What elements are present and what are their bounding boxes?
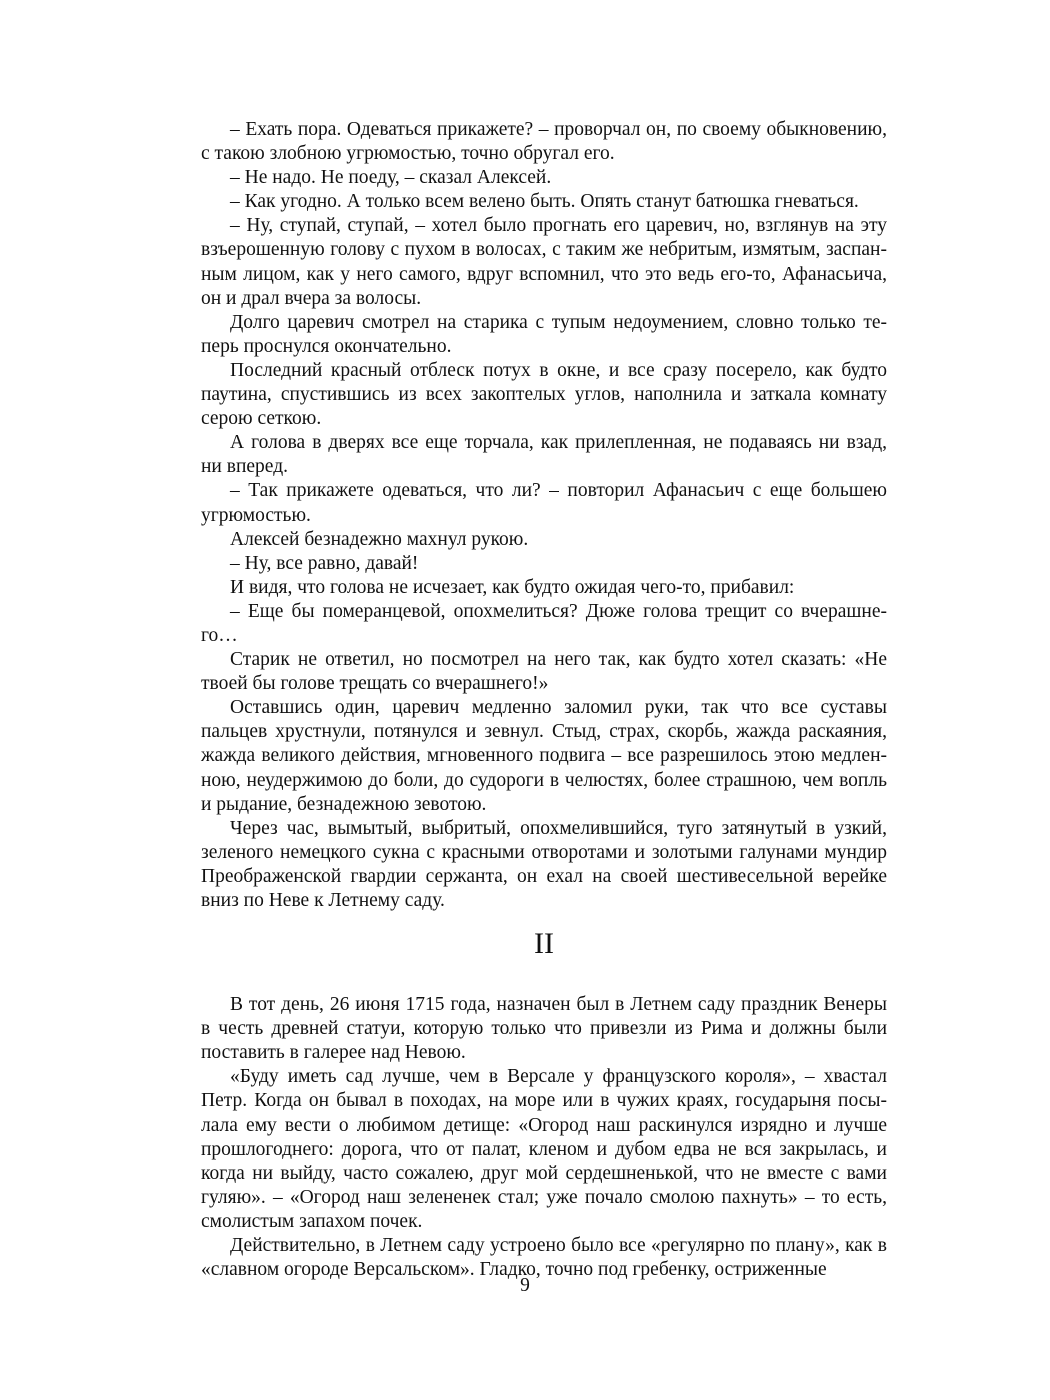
paragraph: – Как угодно. А только всем велено быть. Опять станут батюшка гневаться.	[230, 191, 859, 213]
page-number: 9	[520, 1275, 530, 1296]
section-gap	[201, 959, 887, 993]
paragraph: Через час, вымытый, выбритый, опохмелившийся, туго затянутый в узкий, зеленого немецкого сукна с красными отворотами и золотыми галунами мундир Преображенской гвардии сержанта, он ехал на своей шестивесельной верейке вниз по Неве к Летнему саду.	[201, 817, 887, 911]
paragraph: – Ну, ступай, ступай, – хотел было прогнать его царевич, но, взглянув на эту взъерошенную голову с пухом в волосах, с таким же небритым, измятым, заспанным лицом, как у него самого, вдруг вспомнил, что это ведь его-то, Афанасьича, он и драл вчера за волосы.	[201, 215, 887, 309]
paragraph: А голова в дверях все еще торчала, как прилепленная, не подаваясь ни взад, ни вперед.	[201, 432, 887, 478]
paragraph: Старик не ответил, но посмотрел на него так, как будто хотел сказать: «Не твоей бы голове трещать со вчерашнего!»	[201, 649, 887, 695]
paragraph: – Так прикажете одеваться, что ли? – повторил Афанасьич с еще большею угрюмостью.	[201, 480, 887, 526]
paragraph: Алексей безнадежно махнул рукою.	[230, 528, 529, 550]
paragraph: Оставшись один, царевич медленно заломил руки, так что все суставы пальцев хрустнули, потянулся и зевнул. Стыд, страх, скорбь, жажда раскаяния, жажда великого действия, мгновенного подвига – все разрешилось этою медленною, неудержимою до боли, до судороги в челюстях, более страшною, чем вопль и рыдание, безнадежною зевотою.	[201, 697, 887, 815]
chapter-heading: II	[534, 927, 554, 961]
paragraph: Последний красный отблеск потух в окне, и все сразу посерело, как будто паутина, спустившись из всех закоптелых углов, наполнила и заткала комнату серою сеткою.	[201, 359, 887, 430]
paragraph: Действительно, в Летнем саду устроено было все «регулярно по плану», как в «славном огороде Версальском». Гладко, точно под гребенку, остриженные	[201, 1235, 887, 1281]
paragraph: И видя, что голова не исчезает, как будто ожидая чего-то, прибавил:	[230, 576, 795, 598]
paragraph: – Еще бы померанцевой, опохмелиться? Дюже голова трещит со вчерашнего…	[201, 600, 887, 646]
paragraph: Долго царевич смотрел на старика с тупым недоумением, словно только теперь проснулся окончательно.	[201, 311, 887, 357]
paragraph: – Не надо. Не поеду, – сказал Алексей.	[230, 167, 552, 189]
page-text	[201, 118, 887, 1282]
paragraph: – Ну, все равно, давай!	[230, 552, 419, 574]
paragraph: – Ехать пора. Одеваться прикажете? – проворчал он, по своему обыкновению, с такою злобною угрюмостью, точно обругал его.	[201, 119, 887, 165]
paragraph: «Буду иметь сад лучше, чем в Версале у французского короля», – хвастал Петр. Когда он бывал в походах, на море или в чужих краях, государыня посылала ему вести о любимом детище: «Огород наш раскинулся изрядно и лучше прошлогоднего: дорога, что от палат, кленом и дубом едва не вся закрылась, и когда ни выйду, часто сожалею, друг мой сердешненькой, что не вместе с вами гуляю». – «Огород наш зелененек стал; уже почало смолою пахнуть» – то есть, смолистым запахом почек.	[201, 1066, 887, 1232]
paragraph: В тот день, 26 июня 1715 года, назначен был в Летнем саду праздник Венеры в честь древней статуи, которую только что привезли из Рима и должны были поставить в галерее над Невою.	[201, 994, 887, 1064]
